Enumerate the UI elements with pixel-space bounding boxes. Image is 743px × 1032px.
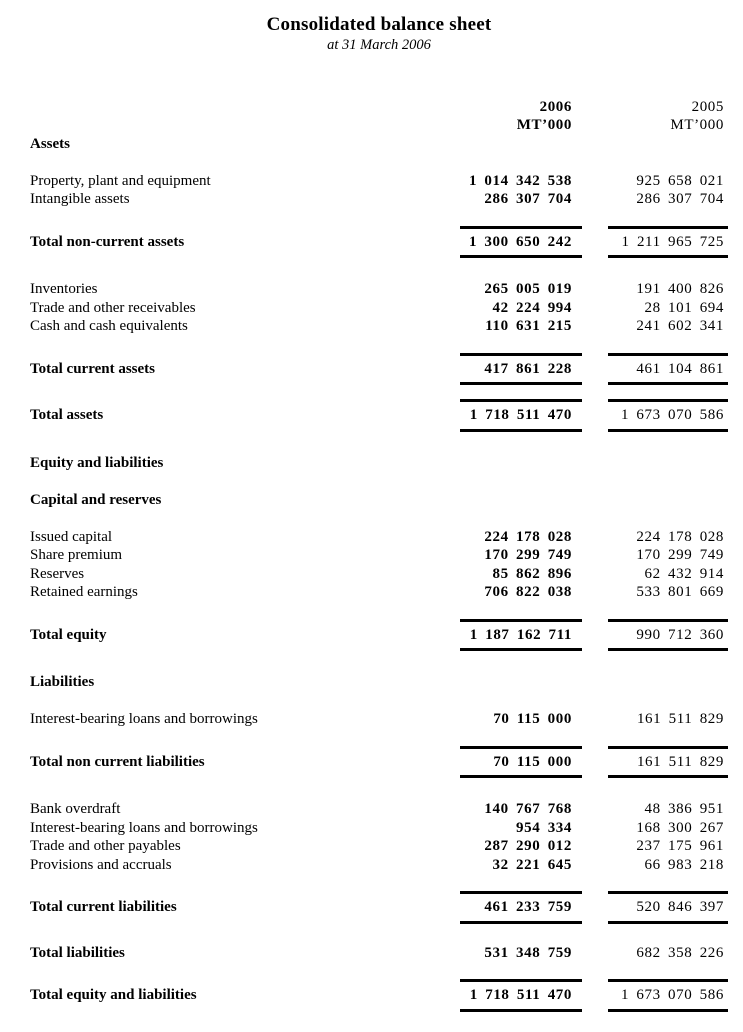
value-2006: 140 767 768 <box>484 801 572 817</box>
value-2005: 191 400 826 <box>636 281 724 297</box>
value-2005: 170 299 749 <box>636 547 724 563</box>
row-label: Reserves <box>30 565 85 582</box>
row-label: Total non-current assets <box>30 233 185 250</box>
table-row <box>30 944 728 963</box>
table-row <box>30 819 728 838</box>
value-2005: 161 511 829 <box>608 746 728 779</box>
table-row <box>30 528 728 547</box>
table-row <box>30 891 728 924</box>
page-title: Consolidated balance sheet <box>266 14 492 35</box>
row-label: Retained earnings <box>30 584 138 600</box>
table-row <box>30 837 728 856</box>
value-2005: 925 658 021 <box>636 172 724 189</box>
row-label: Property, plant and equipment <box>30 172 211 189</box>
row-label: Total current liabilities <box>30 899 177 915</box>
section-header-row <box>30 673 728 692</box>
value-2006: 110 631 215 <box>485 318 572 334</box>
value-2006: 954 334 <box>516 819 572 836</box>
row-label: Provisions and accruals <box>30 856 172 873</box>
row-label: Total current assets <box>30 360 155 377</box>
value-2005: 533 801 669 <box>636 584 724 600</box>
row-label: Assets <box>30 135 70 152</box>
value-2005: 1 211 965 725 <box>608 226 728 259</box>
row-label: Issued capital <box>30 528 113 545</box>
row-label: Share premium <box>30 547 123 563</box>
value-2006: 706 822 038 <box>484 584 572 600</box>
column-header-spacer <box>30 98 460 135</box>
row-label: Total assets <box>30 407 104 423</box>
row-label: Intangible assets <box>30 191 130 207</box>
row-label: Capital and reserves <box>30 491 162 508</box>
table-row <box>30 280 728 299</box>
value-2005: 168 300 267 <box>636 819 724 836</box>
row-label: Trade and other payables <box>30 838 181 854</box>
value-2005: 224 178 028 <box>636 528 724 545</box>
row-label: Bank overdraft <box>30 801 121 817</box>
value-2006: 1 014 342 538 <box>468 172 572 189</box>
value-2005: 237 175 961 <box>636 838 724 854</box>
document-header <box>30 13 728 55</box>
table-row <box>30 172 728 191</box>
table-row <box>30 317 728 336</box>
value-2006: 42 224 994 <box>492 299 572 316</box>
section-header-row <box>30 135 728 154</box>
page-subtitle: at 31 March 2006 <box>327 37 431 53</box>
table-row <box>30 190 728 209</box>
value-2006: 265 005 019 <box>484 281 572 297</box>
column-headers <box>30 98 728 135</box>
table-row <box>30 583 728 602</box>
row-label: Total liabilities <box>30 944 125 961</box>
row-label: Interest-bearing loans and borrowings <box>30 819 258 836</box>
value-2006: 417 861 228 <box>460 353 582 386</box>
value-2006: 1 718 511 470 <box>460 979 582 1012</box>
column-year-2006: 2006 <box>539 98 572 115</box>
value-2006: 70 115 000 <box>460 746 582 779</box>
value-2006: 1 718 511 470 <box>460 399 582 432</box>
table-row <box>30 226 728 259</box>
column-header-2005 <box>608 98 728 135</box>
value-2005: 28 101 694 <box>644 299 724 316</box>
value-2005: 682 358 226 <box>636 944 724 961</box>
value-2005: 520 846 397 <box>608 891 728 924</box>
value-2006: 1 187 162 711 <box>460 619 582 652</box>
row-label: Total non current liabilities <box>30 753 205 770</box>
row-label: Total equity and liabilities <box>30 987 197 1003</box>
row-label: Liabilities <box>30 674 95 690</box>
table-row <box>30 299 728 318</box>
column-year-2005: 2005 <box>691 98 724 115</box>
value-2005: 1 673 070 586 <box>608 979 728 1012</box>
table-row <box>30 399 728 432</box>
value-2006: 224 178 028 <box>484 528 572 545</box>
value-2006: 1 300 650 242 <box>460 226 582 259</box>
section-header-row <box>30 491 728 510</box>
value-2006: 287 290 012 <box>484 838 572 854</box>
table-row <box>30 856 728 875</box>
column-header-2006 <box>460 98 582 135</box>
value-2005: 241 602 341 <box>636 318 724 334</box>
section-header-row <box>30 454 728 473</box>
value-2006: 170 299 749 <box>484 547 572 563</box>
value-2005: 1 673 070 586 <box>608 399 728 432</box>
row-label: Equity and liabilities <box>30 454 164 471</box>
value-2005: 62 432 914 <box>644 565 724 582</box>
column-unit-2006: MT’000 <box>516 117 572 133</box>
row-label: Interest-bearing loans and borrowings <box>30 711 258 727</box>
table-row <box>30 800 728 819</box>
table-row <box>30 979 728 1012</box>
value-2005: 66 983 218 <box>644 856 724 873</box>
table-row <box>30 546 728 565</box>
row-label: Cash and cash equivalents <box>30 318 188 334</box>
balance-sheet-rows <box>30 135 728 1012</box>
column-unit-2005: MT’000 <box>670 117 724 133</box>
table-row <box>30 353 728 386</box>
value-2005: 990 712 360 <box>608 619 728 652</box>
value-2006: 85 862 896 <box>492 565 572 582</box>
table-row <box>30 710 728 729</box>
table-row <box>30 746 728 779</box>
table-row <box>30 619 728 652</box>
value-2005: 286 307 704 <box>636 191 724 207</box>
value-2006: 286 307 704 <box>484 191 572 207</box>
row-label: Total equity <box>30 626 107 643</box>
table-row <box>30 565 728 584</box>
value-2006: 531 348 759 <box>484 944 572 961</box>
value-2006: 70 115 000 <box>493 711 572 727</box>
value-2006: 32 221 645 <box>492 856 572 873</box>
row-label: Inventories <box>30 281 98 297</box>
value-2005: 48 386 951 <box>644 801 724 817</box>
value-2005: 461 104 861 <box>608 353 728 386</box>
value-2006: 461 233 759 <box>460 891 582 924</box>
row-label: Trade and other receivables <box>30 299 196 316</box>
value-2005: 161 511 829 <box>636 711 724 727</box>
